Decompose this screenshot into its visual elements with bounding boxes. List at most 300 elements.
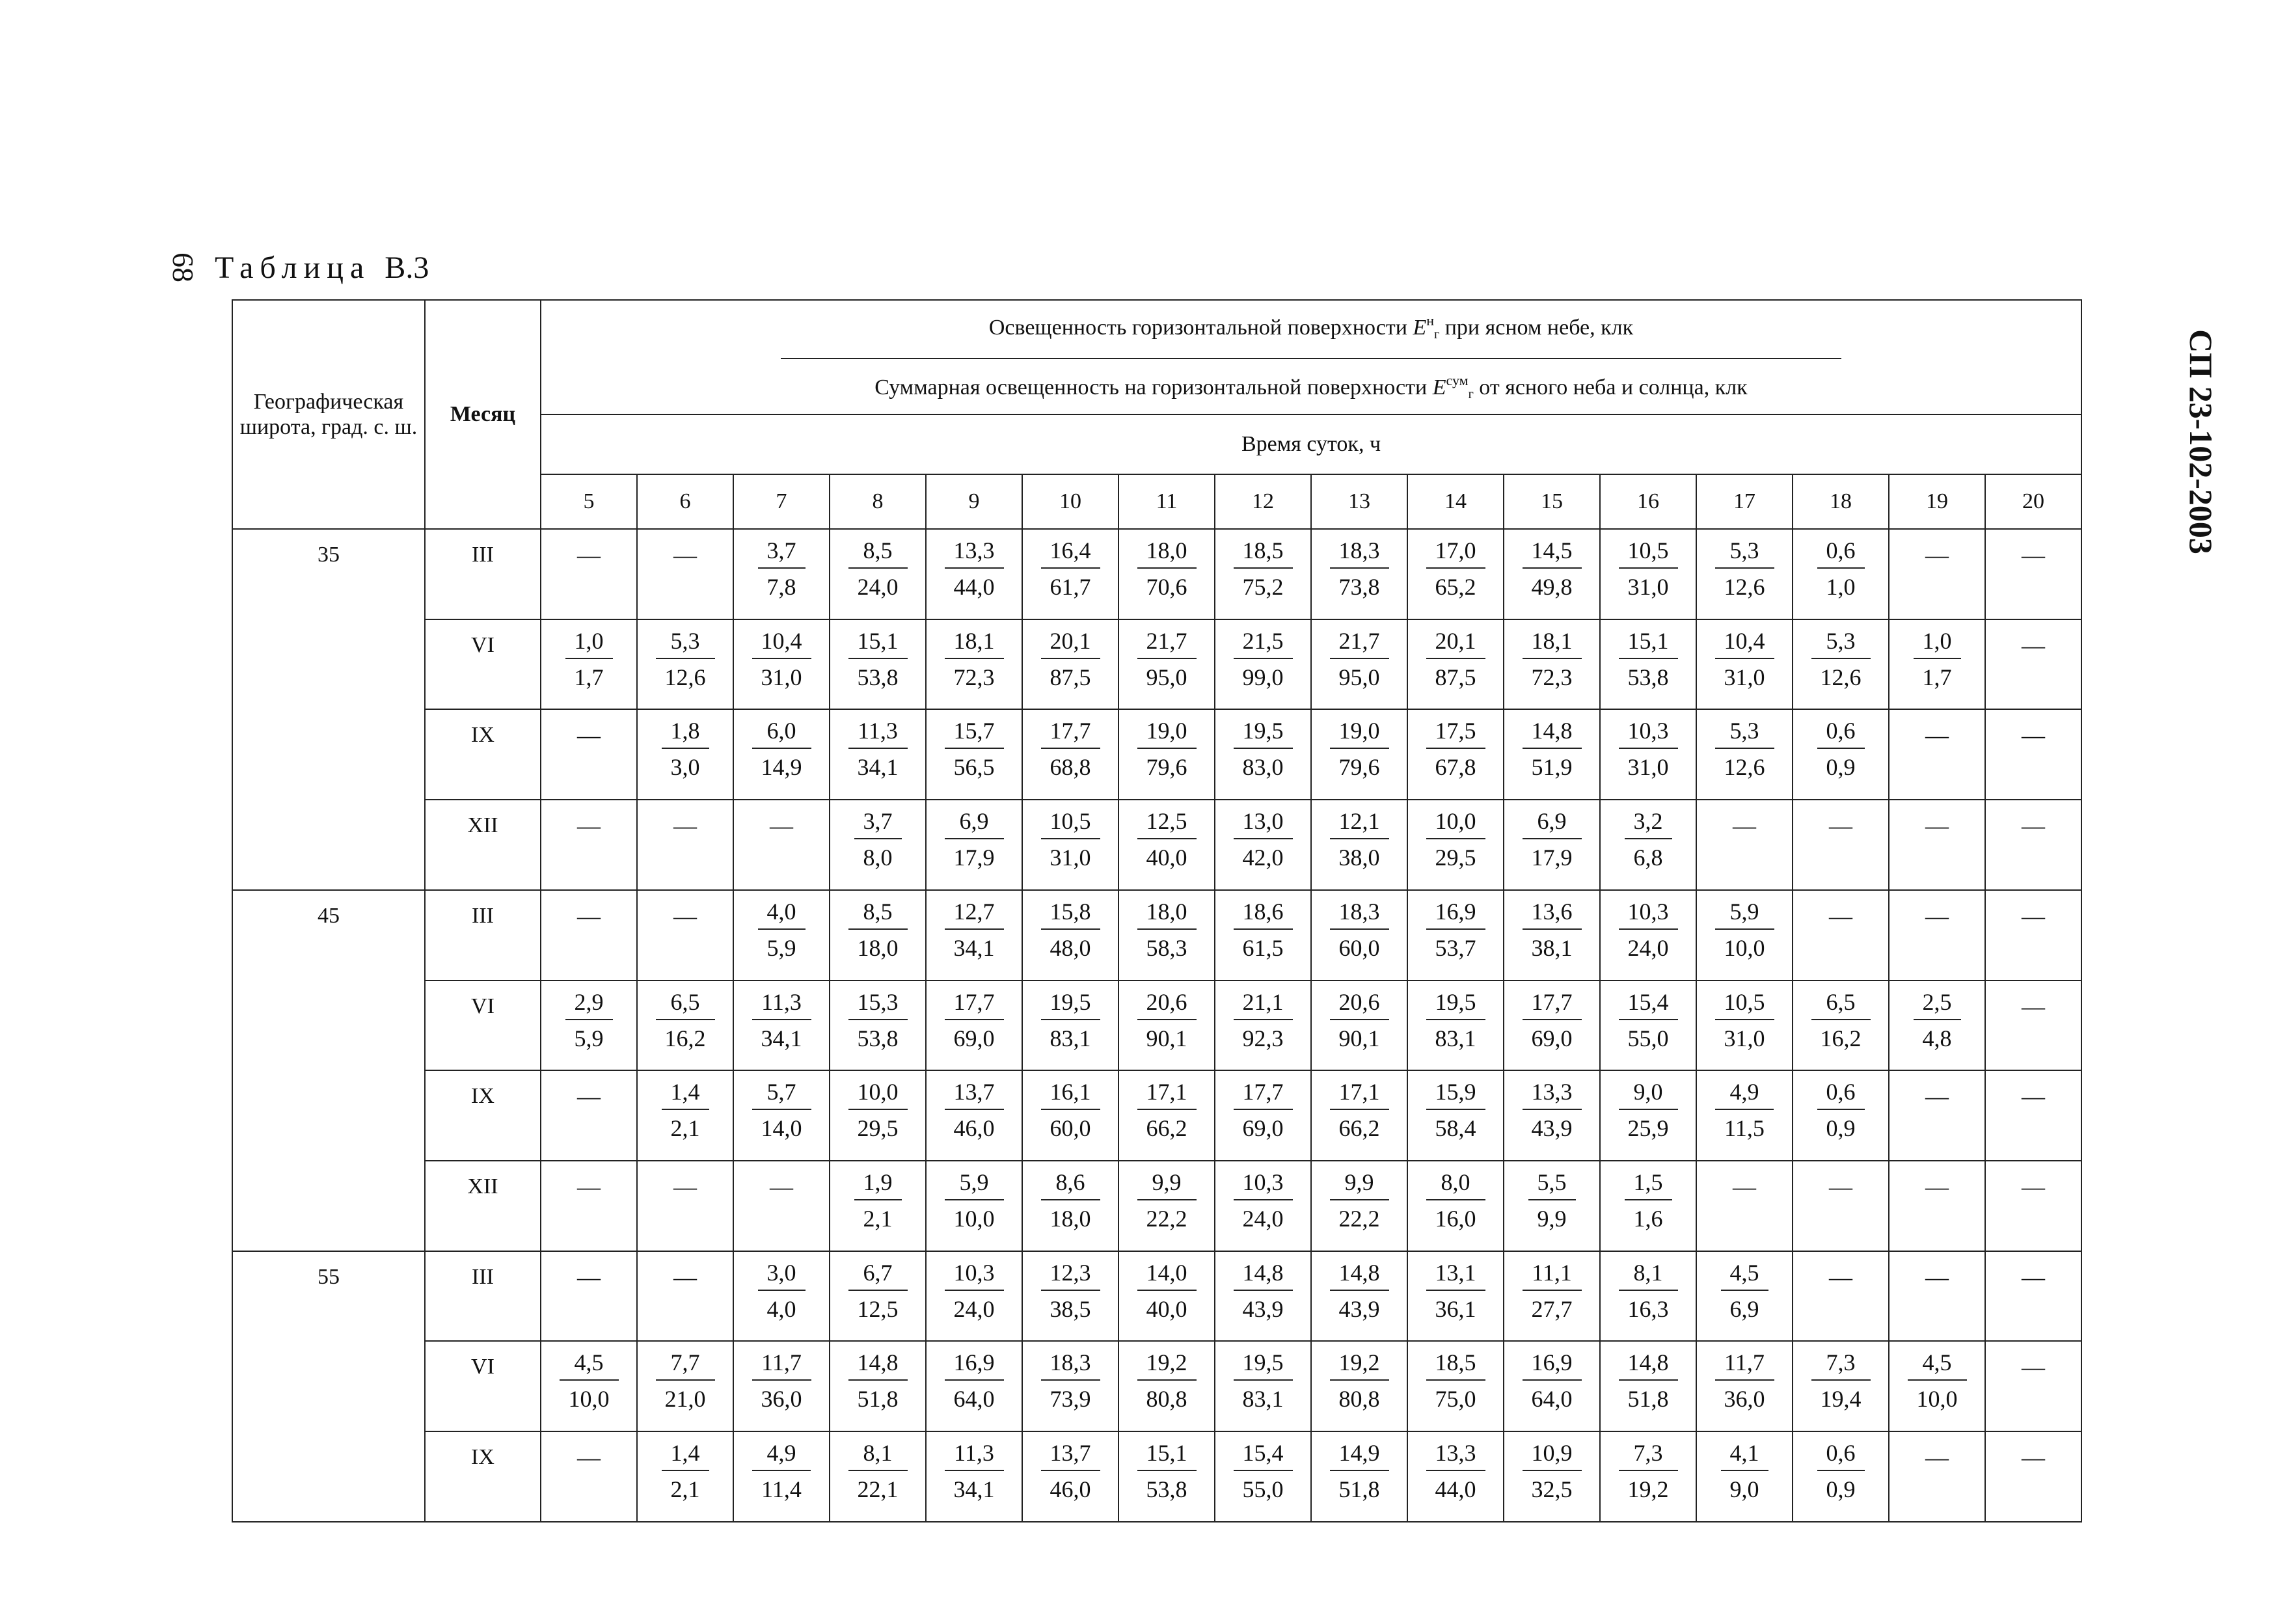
- clear-sky-value: 8,5: [848, 539, 908, 569]
- clear-sky-value: 11,3: [848, 719, 908, 749]
- clear-sky-value: 12,1: [1330, 809, 1389, 839]
- clear-sky-value: 2,9: [565, 990, 613, 1020]
- value-cell: [1504, 890, 1600, 981]
- value-cell: [1311, 800, 1407, 890]
- illuminance-fraction: [1330, 1351, 1389, 1411]
- no-value-dash: —: [1925, 722, 1949, 749]
- value-cell: [1889, 1161, 1985, 1251]
- total-value: 95,0: [1338, 664, 1380, 690]
- value-cell: [1407, 709, 1504, 800]
- value-cell: [1793, 1341, 1889, 1431]
- value-cell: [1215, 1341, 1311, 1431]
- illuminance-fraction: [945, 809, 1004, 869]
- illuminance-fraction: [662, 1441, 709, 1501]
- total-value: 44,0: [1435, 1476, 1476, 1503]
- illuminance-fraction: [1330, 1080, 1389, 1140]
- total-value: 31,0: [1050, 845, 1091, 871]
- total-value: 1,7: [1922, 664, 1952, 690]
- total-value: 12,6: [1724, 754, 1765, 781]
- hour-header: 6: [637, 474, 733, 529]
- illuminance-fraction: [752, 1080, 811, 1140]
- value-cell: [1793, 1431, 1889, 1522]
- value-cell: [1504, 800, 1600, 890]
- latitude-cell: 35: [232, 529, 425, 890]
- value-cell: [1504, 1251, 1600, 1342]
- table-row: [232, 981, 2081, 1071]
- value-cell: [1311, 619, 1407, 710]
- total-value: 31,0: [1627, 574, 1669, 600]
- value-cell: [1311, 529, 1407, 619]
- clear-sky-value: 4,9: [752, 1441, 811, 1471]
- value-cell: [1022, 1341, 1118, 1431]
- clear-sky-value: 7,3: [1619, 1441, 1678, 1471]
- illuminance-table: [232, 299, 2082, 1522]
- illuminance-fraction: [1817, 719, 1865, 779]
- clear-sky-value: 13,7: [945, 1080, 1004, 1110]
- clear-sky-value: 6,5: [656, 990, 715, 1020]
- value-cell: [926, 1161, 1022, 1251]
- total-value: 6,8: [1633, 845, 1663, 871]
- value-cell: [926, 619, 1022, 710]
- total-value: 31,0: [761, 664, 802, 690]
- month-header: Месяц: [425, 300, 541, 529]
- clear-sky-value: 17,7: [1234, 1080, 1293, 1110]
- value-cell: [1407, 1161, 1504, 1251]
- total-value: 3,0: [670, 754, 700, 781]
- value-cell: [541, 800, 637, 890]
- illuminance-fraction: [1817, 539, 1865, 599]
- illuminance-fraction: [1523, 539, 1582, 599]
- total-value: 34,1: [857, 754, 899, 781]
- no-value-dash: —: [2022, 1083, 2045, 1110]
- value-cell: [830, 981, 926, 1071]
- no-value-dash: —: [1925, 1174, 1949, 1200]
- illuminance-fraction: [1330, 629, 1389, 689]
- hour-header: 11: [1118, 474, 1215, 529]
- total-value: 18,0: [857, 934, 899, 961]
- clear-sky-value: 20,1: [1041, 629, 1100, 659]
- value-cell: [1696, 529, 1793, 619]
- value-cell: [1504, 981, 1600, 1071]
- clear-sky-value: 15,4: [1234, 1441, 1293, 1471]
- illuminance-fraction: [945, 1261, 1004, 1321]
- total-value: 48,0: [1050, 934, 1091, 961]
- illuminance-fraction: [1715, 1080, 1774, 1140]
- value-cell: [1793, 1161, 1889, 1251]
- total-value: 92,3: [1242, 1025, 1284, 1051]
- total-value: 16,3: [1627, 1295, 1669, 1322]
- total-value: 10,0: [1724, 934, 1765, 961]
- total-value: 16,0: [1435, 1206, 1476, 1232]
- illuminance-fraction: [1137, 1080, 1197, 1140]
- hour-header: 15: [1504, 474, 1600, 529]
- clear-sky-value: 15,8: [1041, 900, 1100, 930]
- value-cell: [1600, 619, 1696, 710]
- clear-sky-value: 10,3: [1619, 900, 1678, 930]
- clear-sky-value: 17,7: [1523, 990, 1582, 1020]
- value-cell: [1600, 890, 1696, 981]
- month-cell: III: [425, 529, 541, 619]
- clear-sky-value: 12,5: [1137, 809, 1197, 839]
- clear-sky-value: 21,7: [1137, 629, 1197, 659]
- clear-sky-value: 15,1: [1137, 1441, 1197, 1471]
- no-value-dash: —: [2022, 542, 2045, 568]
- clear-sky-value: 13,3: [1523, 1080, 1582, 1110]
- value-cell: [733, 1341, 830, 1431]
- clear-sky-value: 4,5: [1908, 1351, 1967, 1381]
- value-cell: [1215, 981, 1311, 1071]
- clear-sky-value: 5,5: [1528, 1171, 1576, 1200]
- table-row: [232, 1070, 2081, 1161]
- value-cell: [637, 890, 733, 981]
- total-value: 60,0: [1050, 1115, 1091, 1142]
- total-value: 0,9: [1826, 1476, 1856, 1503]
- total-value: 40,0: [1146, 845, 1187, 871]
- value-cell: [1793, 890, 1889, 981]
- value-cell: [1022, 981, 1118, 1071]
- total-value: 51,9: [1531, 754, 1573, 781]
- value-cell: [926, 800, 1022, 890]
- clear-sky-value: 20,1: [1426, 629, 1485, 659]
- clear-sky-value: 18,3: [1041, 1351, 1100, 1381]
- value-cell: [733, 619, 830, 710]
- hour-header: 10: [1022, 474, 1118, 529]
- value-cell: [541, 709, 637, 800]
- value-cell: [733, 1251, 830, 1342]
- value-cell: [1985, 890, 2081, 981]
- clear-sky-value: 5,9: [1715, 900, 1774, 930]
- clear-sky-value: 21,7: [1330, 629, 1389, 659]
- clear-sky-value: 19,2: [1330, 1351, 1389, 1381]
- total-value: 72,3: [1531, 664, 1573, 690]
- clear-sky-value: 10,3: [945, 1261, 1004, 1291]
- total-value: 58,3: [1146, 934, 1187, 961]
- illuminance-fraction: [1523, 1351, 1582, 1411]
- month-cell: IX: [425, 709, 541, 800]
- value-cell: [1600, 800, 1696, 890]
- value-cell: [1311, 1161, 1407, 1251]
- illuminance-fraction: [1426, 1351, 1485, 1411]
- clear-sky-value: 17,7: [1041, 719, 1100, 749]
- total-value: 60,0: [1338, 934, 1380, 961]
- value-cell: [1504, 709, 1600, 800]
- total-value: 65,2: [1435, 574, 1476, 600]
- illuminance-fraction: [1619, 1080, 1678, 1140]
- value-cell: [1696, 1341, 1793, 1431]
- total-value: 34,1: [761, 1025, 802, 1051]
- table-title: Таблица В.3: [215, 250, 429, 285]
- no-value-dash: —: [2022, 1354, 2045, 1381]
- illuminance-fraction: [1811, 990, 1871, 1050]
- total-value: 53,8: [1627, 664, 1669, 690]
- value-cell: [1600, 1070, 1696, 1161]
- total-value: 83,1: [1242, 1386, 1284, 1413]
- total-value: 17,9: [953, 845, 995, 871]
- illuminance-fraction: [848, 719, 908, 779]
- clear-sky-value: 4,9: [1715, 1080, 1774, 1110]
- clear-sky-value: 10,0: [848, 1080, 908, 1110]
- illuminance-fraction: [1715, 1351, 1774, 1411]
- clear-sky-value: 1,8: [662, 719, 709, 749]
- illuminance-fraction: [1715, 990, 1774, 1050]
- total-value: 46,0: [1050, 1476, 1091, 1503]
- clear-sky-value: 1,0: [565, 629, 613, 659]
- illuminance-fraction: [662, 719, 709, 779]
- no-value-dash: —: [1925, 542, 1949, 568]
- total-value: 22,1: [857, 1476, 899, 1503]
- illuminance-fraction: [1523, 629, 1582, 689]
- illuminance-fraction: [1234, 1441, 1293, 1501]
- illuminance-fraction: [758, 900, 806, 960]
- value-cell: [1022, 619, 1118, 710]
- hour-header: 20: [1985, 474, 2081, 529]
- clear-sky-value: 1,5: [1625, 1171, 1672, 1200]
- no-value-dash: —: [1925, 1444, 1949, 1471]
- clear-sky-value: 14,8: [1619, 1351, 1678, 1381]
- illuminance-fraction: [1619, 1441, 1678, 1501]
- no-value-dash: —: [673, 1174, 697, 1200]
- no-value-dash: —: [577, 722, 601, 749]
- total-value: 61,5: [1242, 934, 1284, 961]
- month-cell: IX: [425, 1431, 541, 1522]
- total-value: 24,0: [1627, 934, 1669, 961]
- value-cell: [1215, 619, 1311, 710]
- illuminance-fraction: [1817, 1441, 1865, 1501]
- illuminance-fraction: [1234, 809, 1293, 869]
- value-cell: [541, 1161, 637, 1251]
- illuminance-fraction: [1041, 1171, 1100, 1230]
- value-cell: [1311, 1341, 1407, 1431]
- illuminance-fraction: [945, 1171, 1004, 1230]
- total-value: 75,0: [1435, 1386, 1476, 1413]
- table-row: [232, 1341, 2081, 1431]
- total-value: 12,6: [1820, 664, 1862, 690]
- latitude-header: Географическая широта, град. с. ш.: [232, 300, 425, 529]
- value-cell: [1600, 1251, 1696, 1342]
- illuminance-fraction: [848, 990, 908, 1050]
- hour-header: 13: [1311, 474, 1407, 529]
- value-cell: [541, 529, 637, 619]
- hour-header: 5: [541, 474, 637, 529]
- clear-sky-value: 14,8: [1523, 719, 1582, 749]
- total-value: 11,4: [761, 1476, 802, 1503]
- illuminance-fraction: [752, 629, 811, 689]
- total-value: 90,1: [1146, 1025, 1187, 1051]
- no-value-dash: —: [1925, 1083, 1949, 1110]
- value-cell: [926, 1251, 1022, 1342]
- clear-sky-value: 8,6: [1041, 1171, 1100, 1200]
- value-cell: [1793, 981, 1889, 1071]
- value-cell: [541, 619, 637, 710]
- clear-sky-value: 18,3: [1330, 900, 1389, 930]
- illuminance-fraction: [758, 539, 806, 599]
- illuminance-fraction: [1330, 809, 1389, 869]
- clear-sky-value: 0,6: [1817, 1441, 1865, 1471]
- time-of-day-header: Время суток, ч: [541, 414, 2081, 474]
- clear-sky-value: 5,7: [752, 1080, 811, 1110]
- illuminance-fraction: [945, 900, 1004, 960]
- value-cell: [637, 1161, 733, 1251]
- clear-sky-value: 5,9: [945, 1171, 1004, 1200]
- clear-sky-value: 15,9: [1426, 1080, 1485, 1110]
- total-value: 29,5: [857, 1115, 899, 1142]
- no-value-dash: —: [577, 542, 601, 568]
- clear-sky-value: 13,3: [1426, 1441, 1485, 1471]
- clear-sky-value: 4,5: [1721, 1261, 1768, 1291]
- value-cell: [1985, 1431, 2081, 1522]
- clear-sky-value: 10,5: [1619, 539, 1678, 569]
- total-value: 1,0: [1826, 574, 1856, 600]
- value-cell: [830, 1341, 926, 1431]
- total-value: 53,8: [1146, 1476, 1187, 1503]
- total-value: 80,8: [1146, 1386, 1187, 1413]
- clear-sky-value: 12,3: [1041, 1261, 1100, 1291]
- clear-sky-value: 1,4: [662, 1080, 709, 1110]
- total-value: 19,4: [1820, 1386, 1862, 1413]
- total-value: 19,2: [1627, 1476, 1669, 1503]
- clear-sky-value: 15,1: [848, 629, 908, 659]
- illuminance-fraction: [752, 990, 811, 1050]
- clear-sky-value: 13,3: [945, 539, 1004, 569]
- table-row: [232, 890, 2081, 981]
- value-cell: [1407, 981, 1504, 1071]
- value-cell: [637, 981, 733, 1071]
- total-value: 55,0: [1627, 1025, 1669, 1051]
- no-value-dash: —: [2022, 1174, 2045, 1200]
- value-cell: [1793, 529, 1889, 619]
- total-value: 69,0: [953, 1025, 995, 1051]
- value-cell: [1311, 890, 1407, 981]
- illuminance-fraction: [1523, 900, 1582, 960]
- illuminance-fraction: [1330, 990, 1389, 1050]
- value-cell: [1407, 529, 1504, 619]
- illuminance-fraction: [1234, 1261, 1293, 1321]
- clear-sky-value: 4,5: [560, 1351, 619, 1381]
- clear-sky-value: 19,5: [1234, 1351, 1293, 1381]
- value-cell: [1407, 800, 1504, 890]
- value-cell: [1985, 1070, 2081, 1161]
- clear-sky-value: 1,9: [854, 1171, 902, 1200]
- value-cell: [1022, 1070, 1118, 1161]
- no-value-dash: —: [673, 1264, 697, 1290]
- clear-sky-value: 15,1: [1619, 629, 1678, 659]
- value-cell: [1985, 709, 2081, 800]
- illuminance-fraction: [1426, 629, 1485, 689]
- total-value: 1,7: [574, 664, 604, 690]
- illuminance-fraction: [1041, 809, 1100, 869]
- no-value-dash: —: [1925, 1264, 1949, 1290]
- no-value-dash: —: [1829, 902, 1852, 929]
- clear-sky-value: 17,7: [945, 990, 1004, 1020]
- illuminance-fraction: [1330, 1171, 1389, 1230]
- total-value: 25,9: [1627, 1115, 1669, 1142]
- latitude-cell: 55: [232, 1251, 425, 1522]
- total-value: 43,9: [1242, 1295, 1284, 1322]
- no-value-dash: —: [577, 1264, 601, 1290]
- clear-sky-value: 6,0: [752, 719, 811, 749]
- month-cell: XII: [425, 1161, 541, 1251]
- value-cell: [733, 1161, 830, 1251]
- value-cell: [926, 981, 1022, 1071]
- illuminance-fraction: [1426, 809, 1485, 869]
- no-value-dash: —: [2022, 813, 2045, 839]
- no-value-dash: —: [577, 902, 601, 929]
- illuminance-fraction: [848, 900, 908, 960]
- value-cell: [1311, 709, 1407, 800]
- value-cell: [637, 1070, 733, 1161]
- illuminance-fraction: [1715, 719, 1774, 779]
- illuminance-fraction: [1625, 809, 1672, 869]
- no-value-dash: —: [673, 813, 697, 839]
- illuminance-fraction: [1528, 1171, 1576, 1230]
- value-cell: [733, 709, 830, 800]
- illuminance-fraction: [1715, 900, 1774, 960]
- value-cell: [1600, 981, 1696, 1071]
- value-cell: [1504, 1070, 1600, 1161]
- clear-sky-value: 21,5: [1234, 629, 1293, 659]
- clear-sky-value: 5,3: [1811, 629, 1871, 659]
- clear-sky-value: 11,3: [752, 990, 811, 1020]
- total-value: 24,0: [1242, 1206, 1284, 1232]
- value-cell: [733, 529, 830, 619]
- illuminance-fraction: [1330, 1441, 1389, 1501]
- clear-sky-value: 10,3: [1234, 1171, 1293, 1200]
- value-cell: [1118, 800, 1215, 890]
- value-cell: [1407, 1251, 1504, 1342]
- value-cell: [926, 1070, 1022, 1161]
- no-value-dash: —: [2022, 722, 2045, 749]
- illuminance-fraction: [1715, 629, 1774, 689]
- total-value: 49,8: [1531, 574, 1573, 600]
- value-cell: [1600, 1341, 1696, 1431]
- total-value: 83,1: [1435, 1025, 1476, 1051]
- value-cell: [1889, 1251, 1985, 1342]
- no-value-dash: —: [1829, 813, 1852, 839]
- value-cell: [1215, 1431, 1311, 1522]
- illuminance-fraction: [848, 539, 908, 599]
- clear-sky-value: 17,1: [1137, 1080, 1197, 1110]
- total-value: 43,9: [1531, 1115, 1573, 1142]
- value-cell: [1696, 981, 1793, 1071]
- illuminance-fraction: [1523, 1441, 1582, 1501]
- total-value: 1,6: [1633, 1206, 1663, 1232]
- value-cell: [1118, 890, 1215, 981]
- no-value-dash: —: [673, 902, 697, 929]
- clear-sky-value: 19,5: [1041, 990, 1100, 1020]
- value-cell: [1022, 1161, 1118, 1251]
- no-value-dash: —: [2022, 902, 2045, 929]
- illuminance-fraction: [1619, 990, 1678, 1050]
- value-cell: [1985, 981, 2081, 1071]
- illuminance-fraction: [1234, 1171, 1293, 1230]
- value-cell: [541, 1431, 637, 1522]
- value-cell: [1118, 981, 1215, 1071]
- hour-header: 12: [1215, 474, 1311, 529]
- clear-sky-value: 9,9: [1137, 1171, 1197, 1200]
- illuminance-fraction: [848, 1261, 908, 1321]
- clear-sky-value: 5,3: [1715, 719, 1774, 749]
- total-value: 31,0: [1627, 754, 1669, 781]
- total-value: 73,9: [1050, 1386, 1091, 1413]
- illuminance-fraction: [1426, 1441, 1485, 1501]
- value-cell: [733, 1070, 830, 1161]
- value-cell: [733, 1431, 830, 1522]
- illuminance-fraction: [1137, 1261, 1197, 1321]
- total-value: 34,1: [953, 934, 995, 961]
- value-cell: [733, 981, 830, 1071]
- month-cell: III: [425, 1251, 541, 1342]
- clear-sky-value: 16,9: [945, 1351, 1004, 1381]
